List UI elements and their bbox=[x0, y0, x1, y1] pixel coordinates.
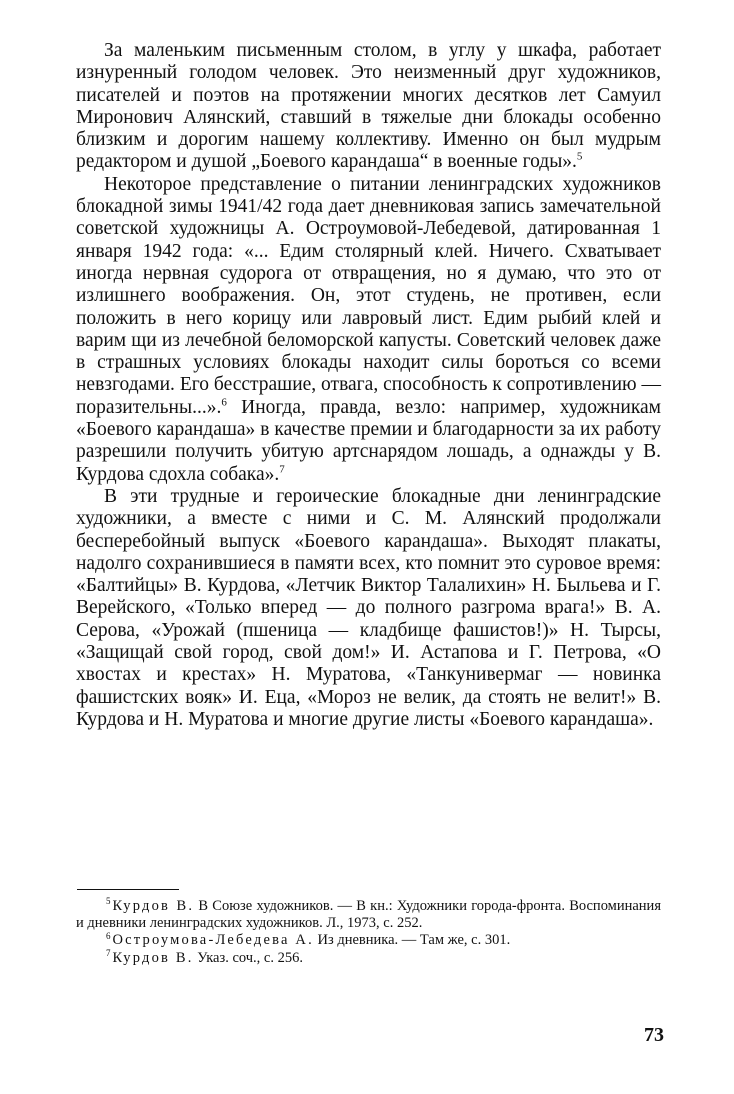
footnote-number: 6 bbox=[106, 930, 111, 941]
footnote-7 bbox=[76, 947, 661, 967]
footnote-author: Курдов В. bbox=[112, 949, 194, 966]
footnote-ref-6: 6 bbox=[221, 396, 227, 409]
footnotes bbox=[76, 898, 661, 967]
footnote-5 bbox=[76, 898, 661, 932]
footnote-ref-7: 7 bbox=[279, 463, 285, 476]
main-text bbox=[76, 40, 661, 731]
footnote-author: Курдов В. bbox=[112, 898, 195, 914]
page-number: 73 bbox=[644, 1024, 664, 1046]
footnote-6 bbox=[76, 932, 661, 949]
paragraph-1-text: За маленьким письменным столом, в углу у шкафа, работает изнуренный голодом человек. Это неизменный друг художников, писателей и поэтов на протяжении многих десятков лет Самуил Миронович Алянский, ставший в тяжелые дни блокады особенно близким и дорогим нашему коллективу. Именно он был мудрым редактором и душой „Боевого карандаша“ в военные годы». bbox=[76, 40, 661, 173]
paragraph-1 bbox=[76, 40, 661, 174]
footnote-number: 5 bbox=[106, 896, 111, 907]
paragraph-2-text: Некоторое представление о питании ленинградских художников блокадной зимы 1941/42 года дает дневниковая запись замечательной советской художницы А. Остроумовой-Лебедевой, датированная 1 января 1942 года: «... Едим столярный клей. Ничего. Схватывает иногда нервная судорога от отвращения, но я думаю, что это от излишнего воображения. Он, этот студень, не противен, если положить в него корицу или лавровый лист. Едим рыбий клей и варим щи из лечебной беломорской капусты. Советский человек даже в страшных условиях блокады находит силы бороться со всеми невзгодами. Его бесстрашие, отвага, способность к сопротивлению — поразительны...». bbox=[76, 173, 661, 418]
footnote-ref-5: 5 bbox=[576, 150, 583, 163]
footnote-separator bbox=[77, 889, 179, 890]
footnote-number: 7 bbox=[106, 947, 111, 958]
paragraph-3-text: В эти трудные и героические блокадные дни ленинградские художники, а вместе с ними и С. М. Алянский продолжали бесперебойный выпуск «Боевого карандаша». Выходят плакаты, надолго сохранившиеся в памяти всех, кто помнит это суровое время: «Балтийцы» В. Курдова, «Летчик Виктор Талалихин» Н. Быльева и Г. Верейского, «Только вперед — до полного разгрома врага!» В. А. Серова, «Урожай (пшеница — кладбище фашистов!)» Н. Тырсы, «Защищай свой город, свой дом!» И. Астапова и Г. Петрова, «О хвостах и крестах» Н. Муратова, «Танкунивермаг — новинка фашистских вояк» И. Еца, «Мороз не велик, да стоять не велит!» В. Курдова и Н. Муратова и многие другие листы «Боевого карандаша». bbox=[76, 485, 661, 730]
paragraph-2-text-after: Иногда, правда, везло: например, художникам «Боевого карандаша» в качестве премии и благодарности за их работу разрешили получить убитую артснарядом лошадь, а однажды у В. Курдова сдохла собака». bbox=[76, 396, 661, 485]
footnote-text: Из дневника. — Там же, с. 301. bbox=[313, 932, 511, 949]
footnote-text: В Союзе художников. — В кн.: Художники города-фронта. Воспоминания и дневники ленинградских художников. Л., 1973, с. 252. bbox=[76, 898, 661, 932]
paragraph-2 bbox=[76, 174, 661, 486]
paragraph-3 bbox=[76, 486, 661, 731]
footnote-text: Указ. соч., с. 256. bbox=[193, 949, 303, 966]
footnote-author: Остроумова-Лебедева А. bbox=[112, 932, 314, 949]
